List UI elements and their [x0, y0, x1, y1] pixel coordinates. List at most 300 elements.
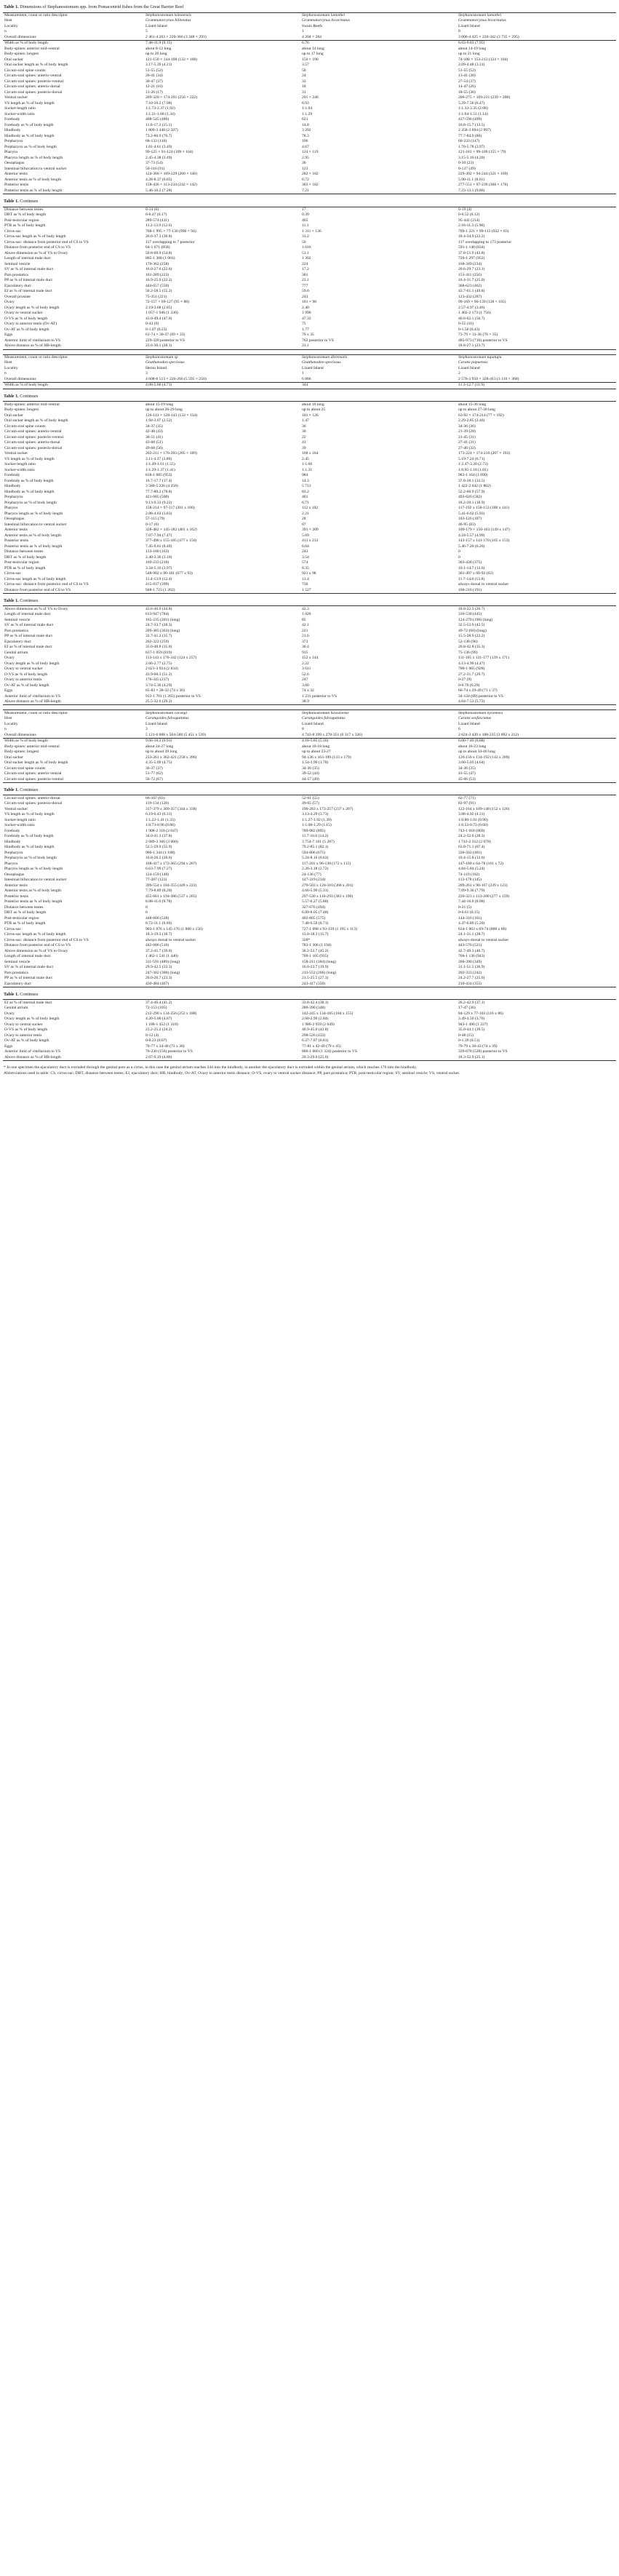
- cell-value: 70 x 35: [302, 333, 314, 338]
- row-descriptor: Forebody: [4, 473, 20, 478]
- table-row: [3, 284, 616, 290]
- cell-value: 42.7-49.3 (46.7): [458, 948, 485, 953]
- row-descriptor: Anterior testis: [4, 172, 28, 177]
- cell-value: 13-26 (17): [145, 90, 163, 95]
- table-row: [3, 167, 616, 172]
- cell-value: 4.35-5.09 (4.75): [145, 760, 172, 766]
- cell-value: 5.69: [302, 533, 309, 538]
- table-row: [3, 1000, 616, 1006]
- row-descriptor: Forebody: [4, 828, 20, 833]
- cell-value: 2.19-3.68 (2.85): [145, 305, 172, 310]
- measurement-table: [3, 709, 616, 783]
- table-row: [3, 207, 616, 212]
- table-row: [3, 656, 616, 661]
- cell-value: 983-1 164 (1 090): [458, 473, 488, 478]
- table-block: [3, 787, 616, 987]
- cell-value: 34-36 (35): [302, 766, 319, 771]
- cell-value: 0-12 (4): [145, 1033, 159, 1038]
- cell-value: 1:1.21-1.68 (1.34): [145, 111, 175, 116]
- cell-value: 18: [302, 84, 306, 90]
- cell-value: 1:0.73-0.96 (0.88): [145, 823, 175, 828]
- row-descriptor: Forebody as % of body length: [4, 478, 54, 483]
- row-descriptor: Prepharynx: [4, 139, 23, 144]
- table-row: [3, 645, 616, 651]
- row-descriptor: Hindbody: [4, 484, 21, 489]
- cell-value: 455-661 x 194-386 (537 x 265): [145, 894, 197, 899]
- cell-value: 7.45-9.61 (8.49): [145, 544, 172, 549]
- cell-value: 21-39 (28): [458, 429, 476, 434]
- cell-value: Lizard Island: [145, 721, 167, 726]
- cell-value: 912-1 701 (1 265) posterior to VS: [145, 693, 201, 699]
- cell-value: 1:1.49-1.61 (1.55): [145, 462, 175, 467]
- row-descriptor: Above distance as % of HB-length: [3, 699, 144, 705]
- table-row: [3, 467, 616, 473]
- row-descriptor: Eggs: [4, 333, 13, 338]
- cell-value: 291 × 246: [302, 95, 319, 100]
- table-row: [3, 889, 616, 894]
- cell-value: up to about 27-30 long: [458, 408, 495, 413]
- row-descriptor: Posterior testis as % of body length: [4, 544, 63, 549]
- cell-value: 1 231 posterior to VS: [302, 693, 338, 699]
- cell-value: 18.3-19.3 (18.7): [145, 932, 172, 937]
- cell-value: 21-45 (31): [458, 434, 476, 440]
- table-caption: [4, 4, 616, 10]
- cell-value: 142-245 x 134-185 (184 x 155): [302, 1011, 354, 1016]
- table-row: [3, 1011, 616, 1017]
- cell-value: 0-0.47 (0.17): [145, 212, 167, 218]
- table-row: [3, 571, 616, 577]
- cell-value: 2.22: [302, 661, 309, 666]
- cell-value: 11.4-13.9 (12.4): [145, 576, 172, 581]
- row-descriptor: Width as % of body length: [3, 383, 144, 389]
- row-descriptor: Seminal vesicle: [4, 261, 31, 266]
- table-row: [3, 582, 616, 588]
- cell-value: 117 overlapping to 7 posterior: [145, 239, 195, 245]
- row-descriptor: Intestinal bifurcation to ventral sucker: [4, 878, 67, 883]
- cell-value: about 10-18 long: [302, 744, 330, 749]
- row-descriptor: Post-testicular region: [4, 218, 39, 223]
- cell-value: Stephanostomum ditrematis: [300, 354, 457, 360]
- cell-value: 11.7-16.6 (14.2): [302, 834, 329, 839]
- cell-value: 43: [302, 440, 306, 445]
- cell-value: 1.77: [302, 327, 309, 332]
- row-descriptor: Pharynx: [4, 861, 18, 866]
- row-descriptor: Posterior testis: [4, 538, 29, 544]
- cell-value: 112 x 102: [302, 506, 319, 511]
- cell-value: 25.5-32.6 (29.2): [144, 699, 300, 705]
- table-row: [3, 251, 616, 257]
- row-descriptor: Cirrus-sac: distance from posterior end of CS to VS: [4, 239, 89, 245]
- cell-value: 6.00-7.49 (6.88): [458, 739, 485, 744]
- cell-value: Swain Reefs: [302, 23, 323, 28]
- cell-value: 75-136 (99): [458, 650, 478, 655]
- row-descriptor: Posterior testis as % of body length: [3, 188, 144, 194]
- cell-value: 233-261 x 362-421 (258 x 396): [145, 755, 197, 760]
- cell-value: 49-68 (56): [145, 445, 163, 450]
- cell-value: 121-150 × 144-198 (132 × 168): [145, 57, 198, 62]
- table-row: [3, 667, 616, 672]
- cell-value: up to 26 long: [145, 52, 167, 57]
- cell-value: 123-432 (287): [458, 294, 482, 299]
- cell-value: 4.28-8.37 (6.05): [145, 177, 172, 182]
- cell-value: 34-36 (36): [458, 424, 476, 429]
- table-row: [3, 218, 616, 224]
- cell-value: 70-79 x 36-43 (74 x 39): [458, 1043, 498, 1049]
- cell-value: 43.7-61.1 (49.8): [458, 289, 485, 294]
- measurement-table: [3, 207, 616, 350]
- cell-value: 1:1.29-1.37 (1.41): [145, 467, 175, 472]
- cell-value: 13-41 (30): [458, 73, 476, 79]
- cell-value: 13.0-18.3 (15.7): [302, 932, 329, 937]
- row-descriptor: Oral sucker: [4, 755, 23, 760]
- cell-value: 75: [302, 322, 306, 327]
- cell-value: Gnathanodon speciosus: [145, 360, 185, 365]
- row-descriptor: Hindbody: [4, 839, 21, 844]
- table-block: [3, 394, 616, 594]
- table-row: [3, 693, 616, 699]
- row-descriptor: Intestinal bifurcation to ventral sucker: [4, 166, 67, 171]
- cell-value: 27-41 (31): [458, 440, 476, 445]
- row-descriptor: Oral sucker length as % of body length: [4, 760, 68, 766]
- table-row: [3, 262, 616, 268]
- cell-value: 3.15-5.16 (4.20): [458, 155, 485, 160]
- cell-value: 2.95: [302, 155, 309, 160]
- cell-value: 78.3: [302, 133, 309, 138]
- table-row: [3, 1027, 616, 1033]
- cell-value: 5.19-7.24 (6.71): [458, 456, 485, 461]
- row-descriptor: Prepharynx: [4, 850, 23, 855]
- row-descriptor: Intestinal bifurcation to ventral sucker: [4, 522, 67, 527]
- cell-value: 24.1-31.1 (28.7): [458, 932, 485, 937]
- row-descriptor: Overall dimensions: [3, 377, 144, 383]
- cell-value: 75-351 (221): [145, 294, 167, 299]
- cell-value: 591-1 140 (834): [458, 245, 485, 250]
- row-descriptor: Circum-oral spines: posterio-dorsal: [4, 801, 63, 806]
- row-descriptor: Circum-oral spine counts: [4, 68, 46, 73]
- cell-value: 1 016: [302, 245, 311, 250]
- cell-value: 5: [145, 29, 148, 34]
- cell-value: 30-47 (37): [145, 79, 163, 84]
- row-descriptor: Length of internal male duct: [4, 612, 51, 617]
- cell-value: 301-497 x 60-92 (62): [458, 571, 494, 576]
- cell-value: 72-157 × 69-127 (95 × 88): [145, 300, 189, 305]
- table-row: [3, 755, 616, 760]
- cell-value: 6.93: [302, 100, 309, 106]
- cell-value: 158-214 × 97-117 (201 x 100): [145, 506, 195, 511]
- row-descriptor: Width as % of body length: [4, 739, 48, 744]
- cell-value: 20.3-29.0 (25.0): [300, 1054, 457, 1060]
- cell-value: 443-576 (521): [458, 943, 482, 948]
- cell-value: 818-1 085 (953): [145, 473, 172, 478]
- cell-value: 0-137 (49): [458, 166, 476, 171]
- cell-value: 4.67: [302, 144, 309, 149]
- table-header-row: [3, 24, 616, 30]
- cell-value: 82-97 (91): [458, 801, 476, 806]
- cell-value: 806-1 060 (1 324) posterior to VS: [302, 1049, 358, 1054]
- cell-value: Lizard Island: [145, 23, 167, 28]
- cell-value: 5.24-8.16 (6.63): [302, 856, 329, 861]
- cell-value: 99-169 × 90-139 (128 × 105): [458, 300, 506, 305]
- row-descriptor: DBT as % of body length: [4, 554, 47, 560]
- cell-value: 36-37 (37): [145, 766, 163, 771]
- table-row: [3, 343, 616, 349]
- cell-value: 1:1.22-1.41 (1.33): [145, 817, 175, 822]
- cell-value: 52.6: [302, 672, 309, 677]
- table-row: [3, 322, 616, 327]
- row-descriptor: Cirrus-sac length as % of body length: [4, 234, 66, 239]
- cell-value: Grammatorcynus bicarinatus: [458, 18, 506, 23]
- cell-value: 6.19-6.43 (6.31): [145, 812, 172, 817]
- cell-value: 126-156 x 134-192 (142 x 209): [458, 755, 510, 760]
- cell-value: 21.6: [302, 634, 309, 639]
- cell-value: 36: [302, 161, 306, 166]
- cell-value: 150 × 190: [302, 57, 319, 62]
- table-row: [3, 554, 616, 560]
- table-row: [3, 839, 616, 845]
- row-descriptor: Body-spines: anterior mid-ventral: [3, 402, 144, 408]
- row-descriptor: Ovary to anterior testis: [4, 677, 42, 683]
- measurement-table: [3, 605, 616, 705]
- table-row: [3, 661, 616, 667]
- table-block: [3, 598, 616, 706]
- cell-value: 2 461-4 263 × 220-366 (3 348 × 293): [144, 35, 300, 41]
- table-caption: [4, 394, 616, 399]
- table-row: [3, 440, 616, 446]
- table-row: [3, 766, 616, 771]
- cell-value: about 14-19 long: [458, 46, 487, 51]
- row-descriptor: Circum-oral spines: anterio-dorsal: [4, 440, 60, 445]
- cell-value: 46.6-62.1 (50.7): [458, 316, 485, 321]
- cell-value: 43.0-49.4 (47.0): [145, 316, 172, 321]
- row-descriptor: Oral sucker length as % of body length: [4, 63, 68, 68]
- table-row: [3, 1006, 616, 1011]
- cell-value: 31.1-51.5 (36.9): [458, 965, 485, 970]
- cell-value: 212-290 x 134-256 (252 x 188): [145, 1011, 197, 1016]
- cell-value: 297-530 x 116-293 (383 x 190): [302, 894, 354, 899]
- cell-value: 1.47: [302, 418, 309, 424]
- cell-value: 153-411 (256): [458, 272, 482, 277]
- row-descriptor: Sucker-width ratio: [4, 467, 35, 472]
- table-row: [3, 500, 616, 506]
- cell-value: 44-57 (49): [300, 776, 457, 782]
- cell-value: 124-270 (190) (long): [458, 617, 493, 622]
- row-descriptor: Ovary to ventral sucker: [4, 667, 43, 672]
- row-descriptor: Forebody: [4, 117, 20, 122]
- table-row: [3, 856, 616, 862]
- cell-value: 0: [145, 905, 148, 910]
- cell-value: 2 358-3 694 (2 997): [458, 128, 491, 133]
- table-row: [3, 1054, 616, 1060]
- cell-value: 4.13-4.99 (4.47): [458, 661, 485, 666]
- cell-value: 36.4: [302, 645, 309, 650]
- cell-value: 11.3-12.7 (11.9): [457, 383, 616, 389]
- cell-value: 168 x 164: [302, 451, 319, 456]
- cell-value: 1:2.47-3.20 (2.73): [458, 462, 488, 467]
- cell-value: 52-61 (55): [300, 795, 457, 801]
- cell-value: up to about 23-27: [302, 750, 331, 755]
- row-descriptor: Ventral sucker: [4, 95, 28, 100]
- cell-value: 3 580-5 226 (4 258): [145, 484, 178, 489]
- cell-value: 3 006-4 425 × 226-342 (3 735 × 295): [457, 35, 616, 41]
- cell-value: 16.8-26.2 (20.6): [145, 856, 172, 861]
- table-row: [3, 383, 616, 389]
- cell-value: 38.9: [300, 699, 457, 705]
- cell-value: 47.33: [302, 316, 311, 321]
- table-row: [3, 511, 616, 517]
- row-descriptor: VS length as % of body length: [4, 456, 55, 461]
- row-descriptor: Post-testicular region: [4, 560, 39, 565]
- cell-value: 0-1.56 (0.43): [458, 327, 480, 332]
- row-descriptor: Pars prostatica: [4, 272, 28, 277]
- cell-value: 60-233 (147): [458, 139, 480, 144]
- cell-value: about 8-12 long: [145, 46, 172, 51]
- cell-value: 243: [302, 294, 308, 299]
- row-descriptor: Sucker-length ratio: [4, 462, 36, 467]
- cell-value: 3.54: [302, 554, 309, 560]
- cell-value: 34.0-41.3 (37.8): [145, 834, 172, 839]
- row-descriptor: Length of internal male duct: [4, 954, 51, 959]
- table-row: [3, 587, 616, 593]
- cell-value: 77-207 (123): [145, 878, 167, 883]
- table-row: [3, 73, 616, 79]
- cell-value: 13.4: [302, 576, 309, 581]
- cell-value: 65-83 × 28-32 (74 x 30): [145, 688, 185, 693]
- row-descriptor: Circum-oral spines: posterio-ventral: [3, 776, 144, 782]
- cell-value: 79.2-85.1 (82.1): [302, 845, 329, 850]
- cell-value: 1 057-1 946 (1 330): [145, 311, 178, 316]
- cell-value: 10.4-15.8 (12.6): [458, 856, 485, 861]
- row-descriptor: Circum-oral spines: anterio-dorsal: [4, 84, 60, 90]
- cell-value: 20.6-29.7 (23.1): [458, 267, 485, 272]
- row-descriptor: Circum-oral spines: anterio-ventral: [4, 771, 62, 776]
- cell-value: Caranx papuensis: [458, 360, 488, 365]
- cell-value: 399-554 x 184-355 (449 x 222): [145, 883, 197, 888]
- cell-value: 42.1: [302, 623, 309, 628]
- cell-value: 1:0.53-0.72 (0.60): [458, 823, 488, 828]
- cell-value: 34-124 (89) posterior to VS: [458, 693, 504, 699]
- cell-value: 2.67-9.19 (4.86): [144, 1054, 300, 1060]
- cell-value: 402-805 (575): [302, 915, 326, 921]
- cell-value: 33.8-42.4 (38.1): [300, 1000, 457, 1006]
- cell-value: 52.2-60.9 (57.9): [458, 489, 485, 494]
- cell-value: 1 402-2 173 (1 756): [458, 311, 491, 316]
- table-row: [3, 145, 616, 151]
- cell-value: 173-224 × 174-210 (207 × 193): [458, 451, 511, 456]
- table-row: [3, 688, 616, 694]
- row-descriptor: Cirrus-sac length as % of body length: [4, 576, 66, 581]
- cell-value: 0-0.70 (0.29): [458, 683, 480, 688]
- cell-value: 3: [145, 371, 148, 376]
- table-row: [3, 101, 616, 107]
- table-row: [3, 1017, 616, 1022]
- cell-value: 37-73 (54): [145, 161, 163, 166]
- table-caption-label: Table 1.: [4, 393, 19, 399]
- row-descriptor: Hindbody as % of body length: [4, 133, 55, 138]
- cell-value: 224: [302, 261, 308, 266]
- cell-value: 727-1 098 x 93-139 (1 195 x 113): [302, 926, 357, 931]
- cell-value: 3.88-4.92 (4.31): [458, 812, 485, 817]
- table-row: [3, 429, 616, 435]
- cell-value: 1 809-3 448 (2 507): [145, 128, 178, 133]
- cell-value: 766-1 136 (943): [458, 954, 485, 959]
- cell-value: 63-92 × 174-214 (77 × 192): [458, 413, 504, 418]
- row-descriptor: Cirrus-sac: distance from posterior end of CS to VS: [4, 582, 89, 587]
- cell-value: 1 302: [302, 256, 311, 261]
- cell-value: 260-390 (349): [458, 959, 482, 964]
- cell-value: 282 × 182: [302, 172, 319, 177]
- row-descriptor: PTR as % of body length: [4, 565, 46, 571]
- cell-value: up to about 34-40 long: [458, 750, 495, 755]
- table-row: [3, 776, 616, 782]
- cell-value: 220-323 x 113-200 (277 x 159): [458, 894, 510, 899]
- row-descriptor: Locality: [4, 365, 18, 370]
- cell-value: 574: [302, 560, 308, 565]
- cell-value: 29.9-42.5 (33.3): [145, 965, 172, 970]
- cell-value: 17: [300, 207, 457, 212]
- cell-value: 170-362 (258): [145, 261, 169, 266]
- table-row: [3, 639, 616, 645]
- cell-value: 73.2-80.9 (76.7): [145, 133, 172, 138]
- cell-value: 1.81-4.61 (3.49): [145, 144, 172, 149]
- table-header-row: [3, 710, 616, 716]
- row-descriptor: Anterior testis as % of body length: [4, 889, 61, 894]
- table-row: [3, 79, 616, 85]
- cell-value: 8.35: [302, 565, 309, 571]
- table-row: [3, 84, 616, 90]
- table-row: [3, 278, 616, 284]
- measurement-table: [3, 12, 616, 195]
- cell-value: 1.70-5.78 (3.97): [458, 144, 485, 149]
- table-row: [3, 188, 616, 194]
- cell-value: 2.40-3.36 (3.10): [145, 554, 172, 560]
- cell-value: 49-65 (57): [302, 801, 319, 806]
- row-descriptor: Ejaculatory duct: [3, 981, 144, 987]
- cell-value: 24-136 (77): [302, 872, 322, 877]
- table-row: [3, 683, 616, 688]
- cell-value: 548-902 x 90-101 (677 x 93): [145, 571, 193, 576]
- row-descriptor: O-VS as % of body length: [4, 672, 48, 677]
- row-descriptor: Ovary length as % of body length: [4, 305, 60, 310]
- cell-value: 50.2-58.5 (55.2): [145, 289, 172, 294]
- cell-value: 777: [302, 283, 308, 288]
- row-descriptor: Seminal vesicle: [4, 959, 31, 964]
- table-row: [3, 576, 616, 582]
- cell-value: 24.2-27.7 (25.6): [458, 976, 485, 981]
- table-row: [3, 795, 616, 801]
- table-row: [3, 606, 616, 612]
- footnote-line: Abbreviations used in table: CS, cirrus-sac; DBT, distance between testes; EJ, ejaculatory duct; HB, hindbody; Ov-AT, Ovary to anterior testis distance; O-VS, ovary to ventral sucker distance; PP, pars prostatica; PTR, post-testicular region; SV, seminal vesicle; VS, ventral sucker.: [4, 1071, 460, 1076]
- cell-value: 465: [302, 218, 308, 223]
- row-descriptor: PP as % of internal male duct: [4, 634, 52, 639]
- cell-value: 2.45: [302, 456, 309, 461]
- table-row: [3, 565, 616, 571]
- cell-value: 36: [302, 424, 306, 429]
- cell-value: 903-1 076 x 145-176 (1 000 x 156): [145, 926, 203, 931]
- row-descriptor: Seminal vesicle: [4, 617, 31, 622]
- table-row: [3, 677, 616, 683]
- table-row: [3, 327, 616, 333]
- measurement-table: [3, 999, 616, 1061]
- cell-value: 301: [302, 272, 308, 277]
- cell-value: 9.13-9.33 (9.22): [145, 500, 172, 505]
- row-descriptor: Hindbody: [4, 128, 21, 133]
- cell-value: 64-1 071 (858): [145, 245, 170, 250]
- cell-value: Lizard Island: [458, 721, 480, 726]
- cell-value: 77.7-80.2 (78.8): [145, 489, 172, 494]
- cell-value: 391 × 209: [302, 528, 319, 533]
- cell-value: 27-54 (37): [458, 79, 476, 84]
- row-descriptor: Hindbody as % of body length: [4, 489, 55, 494]
